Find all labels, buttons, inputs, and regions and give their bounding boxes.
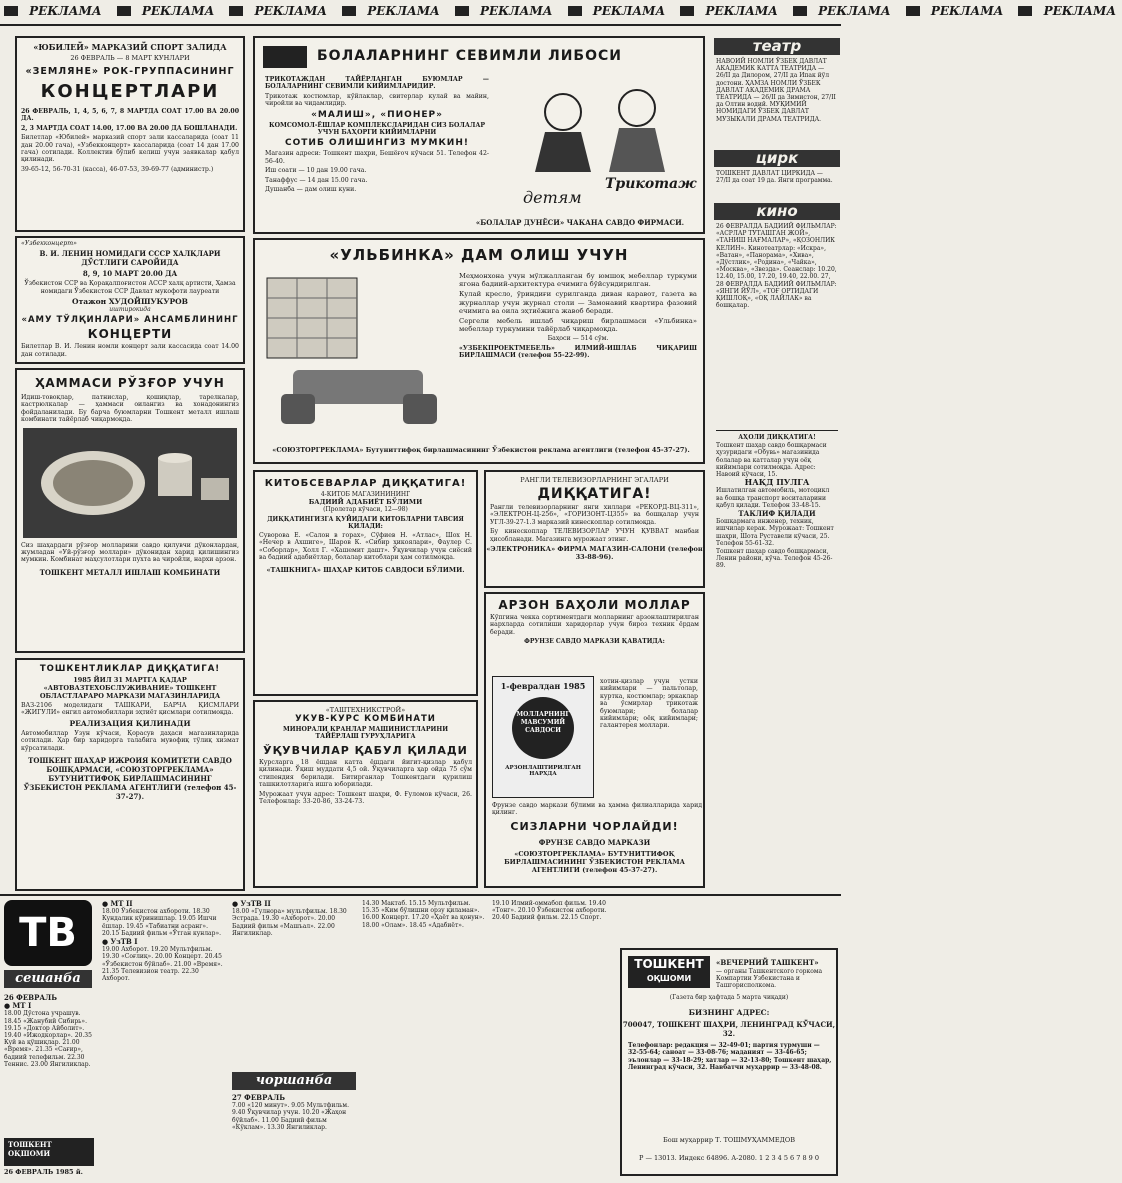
strip-word: РЕКЛАМА [705,4,778,18]
kitob-dept: БАДИИЙ АДАБИЁТ БЎЛИМИ [308,498,423,506]
notice1-body: Тошкент шаҳар савдо бошқармаси ҳузуридаги «Обувь» магазинида болалар ва катталар учун оёқ кийимлари сотилмоқда. Адрес: Навоий кўчаси, 15. [716,442,827,479]
tuesday-label: сешанба [4,970,92,988]
tv-title: ДИҚҚАТИГА! [537,486,652,502]
masthead-org: — органы Ташкентского горкома Компартии Узбекистана и Ташгорисполкома. [716,968,823,989]
tv-tubes-ad [484,470,705,588]
channel-2-heading: ● МТ II [102,899,133,908]
arzon-call: СИЗЛАРНИ ЧОРЛАЙДИ! [510,820,679,833]
strip-word: РЕКЛАМА [479,4,553,18]
advertisement-strip [0,0,1117,26]
ulbinka-title: «УЛЬБИНКА» ДАМ ОЛИШ УЧУН [329,246,629,264]
channel-4-heading: ● УзТВ II [232,899,271,908]
masthead-address-title: БИЗНИНГ АДРЕС: [688,1008,770,1017]
strip-marker [117,6,131,16]
kitob-body: Суворова Е. «Салон в горах», Сўфиев Н. «Атлас», Шох Н. «Нечер в Ахшиге», Шаров К. «Сибир ҳикоялари», Фаулер С. «Соборлар», Холл Г. «Хашемит дашт». Ўқувчилар учун сиёсий ва бадиий адабиётлар, болалар китоблари ҳам сотилмоқда. [259,532,472,562]
auto-sub: 1985 ЙИЛ 31 МАРТГА ҚАДАР «АВТОВАЗТЕХОБСЛУЖИВАНИЕ» ТОШКЕНТ ОБЛАСТЛАРАРО МАРКАЗИ МАГАЗИНЛАРИДА [39,676,221,700]
jubiley-line3: «ЗЕМЛЯНЕ» РОК-ГРУППАСИНИНГ [25,66,235,77]
bolalar-hours1: Иш соати — 10 дан 19.00 гача. [265,167,367,175]
channel-4-schedule: 18.00 «Гулнора» мультфильм. 18.30 Эстрада. 19.30 «Ахборот». 20.00 Бадиий фильм «Машъал». 22.00 Янгиликлар. [232,908,347,937]
channel-2-schedule: 18.00 Ўзбекистон ахбороти. 18.30 Кундалик кўринишлар. 19.05 Ишчи ёшлар. 19.45 «Табиатни асранг». 20.15 Бадиий фильм «Ўтган кунлар». [102,908,222,937]
bolalar-title: БОЛАЛАРНИНГ СЕВИМЛИ ЛИБОСИ [317,48,622,64]
child-body [609,128,665,172]
strip-word: РЕКЛАМА [367,4,440,18]
auto-body: ВАЗ-2106 моделидаги ТАШКАРИ, БАРЧА ҚИСМЛАРИ «ЖИГУЛИ» енгил автомобиллари эҳтиёт қисмлари сотилмоқда. [21,702,239,717]
cinema-heading: кино [714,203,840,220]
arzon-title: АРЗОН БАҲОЛИ МОЛЛАР [498,598,691,612]
childrens-clothing-ad [253,36,705,234]
uzbekconcert-ad [15,236,245,364]
tv-column-3 [232,900,356,1068]
sidebar-notices [716,430,838,892]
theatre-listing [716,58,838,144]
strip-marker [793,6,807,16]
notice3-title: ТАКЛИФ ҚИЛАДИ [738,509,816,519]
household-title: ҲАММАСИ РЎЗҒОР УЧУН [35,376,225,390]
child-body [535,132,591,172]
ulbinka-body2: Кулай кресло, ўриндиғи сурилганда диван каравот, газета ва журналлар учун журнал столи — Замонавий квартира фазовий ечимига ва оила эҳтиёжига жавоб беради. [459,290,697,315]
uzbekconcert-title: КОНЦЕРТИ [87,327,173,342]
strip-word: РЕКЛАМА [141,4,215,18]
masthead-address: 700047, ТОШКЕНТ ШАҲРИ, ЛЕНИНГРАД КЎЧАСИ, 32. [622,1020,836,1038]
strip-marker [906,6,920,16]
jubiley-title: КОНЦЕРТЛАРИ [40,81,220,102]
arzon-body: Кўпгина чекка сортиментдаги молларнинг арзонлаштирилган нархларда сотилиши харидорлар учун бироз техник ёрдам беради. [490,614,699,636]
strip-marker [455,6,469,16]
arzon-shop: ФРУНЗЕ САВДО МАРКАЗИ [538,838,651,847]
ulbinka-text [455,270,701,362]
strip-word: РЕКЛАМА [254,4,328,18]
kitob-addr: (Пролетар кўчаси, 12—98) [323,506,408,513]
paper-logo [4,1138,94,1166]
masthead-box [620,948,838,1176]
kursh-sub: МИНОРАЛИ КРАНЛАР МАШИНИСТЛАРИНИ ТАЙЁРЛАШ ГУРУҲЛАРИГА [282,726,449,740]
tv-column-1 [4,994,98,1134]
tv-shop: «ЭЛЕКТРОНИКА» ФИРМА МАГАЗИН-САЛОНИ (телефон 33-88-96). [486,545,703,562]
notice2-body: Ишлатилган автомобиль, мотоцикл ва бошқа транспорт воситаларини қабул қилади. Телефон 33-48-15. [716,487,830,509]
kursh-pre: «ТАШТЕХНИКСТРОЙ» [325,706,406,714]
theatre-body: НАВОИЙ НОМЛИ ЎЗБЕК ДАВЛАТ АКАДЕМИК КАТТА ТЕАТРИДА — 26/II да Дилором, 27/II да Ипак йўл достони. ҲАМЗА НОМЛИ ЎЗБЕК ДАВЛАТ АКАДЕМИК ДРАМА ТЕАТРИДА — 26/II да Зимистон, 27/II да Олтин водий. МУҚИМИЙ НОМИДАГИ ЎЗБЕК ДАВЛАТ МУЗЫКАЛИ ДРАМА ТЕАТРИДА. [716,58,836,123]
section-divider [0,894,841,896]
kursh-addr: Мурожаат учун адрес: Тошкент шаҳри, Ф. Ғуломов кўчаси, 26. Телефонлар: 33-20-86, 33-24-73. [259,790,472,806]
bolalar-dayoff: Душанба — дам олиш куни. [265,186,357,194]
discount-goods-ad [484,592,705,888]
child-head [545,94,581,130]
wednesday-schedule-3: 19.10 Илмий-оммабоп фильм. 19.40 «Тонг». 20.10 Ўзбекистон ахбороти. 20.40 Бадиий фильм. 22.15 Спорт. [492,900,607,922]
strip-word: РЕКЛАМА [818,4,891,18]
household-footer: ТОШКЕНТ МЕТАЛЛ ИШЛАШ КОМБИНАТИ [39,567,221,577]
masthead-note: (Газета бир ҳафтада 5 марта чиқади) [669,994,789,1001]
notice3-body: Бошқармага инженер, техник, ишчилар керак. Мурожаат: Тошкент шаҳри, Шота Руставели кўчаси, 25. Телефон 55-61-32. [716,518,834,547]
arzon-head: ФРУНЗЕ САВДО МАРКАЗИ ҚАВАТИДА: [524,638,665,646]
notice1-title: АҲОЛИ ДИҚҚАТИГА! [738,434,816,441]
bolalar-body2: Трикотаж костюмлар, кўйлаклар, свитерлар кулай ва майин, чиройли ва чидамлидир. [265,92,489,108]
crane-course-ad [253,700,478,888]
uzbekconcert-tickets: Билетлар В. И. Ленин номли концерт зали кассасида соат 14.00 дан сотилади. [21,343,239,358]
masthead-sub: ОҚШОМИ [646,974,692,983]
furniture-ad [253,238,705,464]
wednesday-schedule-1: 7.00 «120 минут». 9.05 Мультфильм. 9.40 Ўқувчилар учун. 10.20 «Жаҳон бўйлаб». 11.00 Бадиий фильм «Кўклам». 13.30 Янгиликлар. [232,1102,349,1131]
cinema-listing [716,223,838,423]
footer-date: 26 ФЕВРАЛЬ 1985 й. [4,1168,83,1176]
stamp-date: 1-февралдан 1985 [500,681,586,691]
bookstore-ad [253,470,478,696]
arzon-agent: «СОЮЗТОРГРЕКЛАМА» БУТУНИТТИФОҚ БИРЛАШМАСИНИНГ ЎЗБЕКИСТОН РЕКЛАМА АГЕНТЛИГИ (телефон 45-37-27). [504,850,685,874]
tv-column-4 [362,900,486,1174]
kursh-body: Курсларга 18 ёшдан катта ёшдаги йигит-қизлар қабул қилинади. Ўқиш муддати 4,5 ой. Ўқувчиларга ҳар ойда 75 сўм стипендия берилади. Битирганлар Тошкентдаги қурилиш ташкилотларига ишга юборилади. [259,759,472,789]
tray-inner [53,460,133,506]
circus-body: ТОШКЕНТ ДАВЛАТ ЦИРКИДА — 27/II да соат 19 да. Янги программа. [716,170,833,185]
jubiley-concert-ad [15,36,245,232]
stamp-line3: САВДОСИ [525,727,561,734]
tv-body2: Бу кинескоплар ТЕЛЕВИЗОРЛАР УЧУН ҚУВВАТ манбаи ҳисобланади. Магазинга мурожаат этинг. [490,528,699,543]
household-dishes-photo [23,428,237,538]
strip-word: РЕКЛАМА [1043,4,1117,18]
masthead-name: ТОШКЕНТ [634,957,704,971]
armchair-shape [403,394,437,424]
strip-marker [229,6,243,16]
masthead-editor: Бош муҳаррир Т. ТОШМУҲАММЕДОВ [663,1136,795,1144]
arzon-list: хотин-қизлар учун устки кийимлари — пальтолар, куртка, костюмлар; эркаклар ва ўсмирлар трикотаж буюмлари; болалар кийимлари; оёқ кийимлари; галантерея моллари. [600,678,698,730]
circus-listing [716,170,838,198]
masthead-indexes: Р — 13013. Индекс 64896. А-2080. 1 2 3 4 5 6 7 8 9 0 [639,1154,819,1162]
uzbekconcert-org: «Узбекконцерт» [21,240,77,247]
auto-footer: ТОШКЕНТ ШАҲАР ИЖРОИЯ КОМИТЕТИ САВДО БОШҚАРМАСИ, «СОЮЗТОРГРЕКЛАМА» БУТУНИТТИФОҚ БИРЛАШМАСИНИНГ ЎЗБЕКИСТОН РЕКЛАМА АГЕНТЛИГИ (телефон 45-37-27). [23,756,237,802]
ulbinka-body1: Меҳмонхона учун мўлжалланган бу юмшоқ мебеллар туркуми ягона бадиий-архитектура ечимига бўйсундирилган. [459,272,697,289]
tv-pre: РАНГЛИ ТЕЛЕВИЗОРЛАРНИНГ ЭГАЛАРИ [520,476,669,484]
jubiley-phones: 39-65-12, 56-70-31 (касса), 46-07-53, 39-69-77 (администр.) [21,165,214,173]
bolalar-addr: Магазин адреси: Тошкент шаҳри, Бешёғоч кўчаси 51. Телефон 42-56-40. [265,150,489,165]
notice-pulga: НАҚД ПУЛГА [744,477,810,488]
notice4-body: Тошкент шаҳар савдо бошқармаси, Ленин райони, кўча. Телефон 45-26-89. [716,548,833,570]
ulbinka-price: Баҳоси — 514 сўм. [547,335,609,343]
channel-3-schedule: 19.00 Ахборот. 19.20 Мультфильм. 19.30 «Соғлиқ». 20.00 Концерт. 20.45 «Ўзбекистон бўйлаб». 21.00 «Время». 21.35 Телевизион театр. 22.30 Ахборот. [102,946,223,983]
arzon-note: Фрунзе савдо маркази бўлими ва ҳамма филиалларида харид қилинг. [492,802,702,817]
jubiley-line2: 26 ФЕВРАЛЬ — 8 МАРТ КУНЛАРИ [70,54,190,62]
stamp-line4: АРЗОНЛАШТИРИЛГАН НАРХДА [505,765,581,777]
pot-lid [158,453,192,463]
strip-marker [1018,6,1032,16]
theatre-heading: театр [714,38,840,55]
auto-body2: Автомобиллар Узун кўчаси, Қорасув даҳаси магазинларида сотилади. Ҳар бир харидорга талабига мувофиқ тўлиқ хизмат кўрсатилади. [21,729,239,752]
uzbekconcert-ensemble: «АМУ ТЎЛҚИНЛАРИ» АНСАМБЛИНИНГ [21,315,239,326]
kitob-shop: 4-КИТОБ МАГАЗИНИНИНГ [320,491,411,498]
bolalar-body1: ТРИКОТАЖДАН ТАЙЁРЛАНГАН БУЮМЛАР — БОЛАЛАРНИНГ СЕВИМЛИ КИЙИМЛАРИДИР. [265,76,489,91]
tv-logo-icon: ТВ [4,900,92,966]
tuesday-date: 26 ФЕВРАЛЬ [4,993,58,1002]
masthead-phones: Телефонлар: редакция — 32-49-01; партия турмуши — 32-55-64; саноат — 33-08-76; маданият — 33-46-65; эълонлар — 33-18-29; хатлар — 32-13-80; Тошкент шаҳар, Ленинград кўчаси, 32. Навбатчи муҳаррир — 33-48-08. [628,1042,832,1072]
uzbekconcert-artist: Отажон ХУДОЙШУКУРОВ [72,297,188,307]
kitob-title: КИТОБСЕВАРЛАР ДИҚҚАТИГА! [264,478,467,489]
wednesday-date: 27 ФЕВРАЛЬ [232,1093,286,1102]
strip-word: РЕКЛАМА [930,4,1004,18]
auto-parts-ad [15,658,245,891]
masthead-slogan: «ВЕЧЕРНИЙ ТАШКЕНТ» [716,958,819,967]
bolalar-brands: «МАЛИШ», «ПИОНЕР» [311,109,443,120]
arzon-list-column [596,676,702,732]
kitob-footer: «ТАШКНИГА» ШАҲАР КИТОБ САВДОСИ БЎЛИМИ. [266,565,465,574]
tv-column-5 [492,900,616,1050]
household-body1: Идиш-товоқлар, патнислар, қошиқлар, тарелкалар, кастрюлкалар — ҳаммаси оилангиз ва хонадонингиз фойдаланилади. Бу барча буюмларни Тошкент металл ишлаш комбинати тайёрлаб чиқармоқда. [21,394,239,424]
bolalar-firm: «БОЛАЛАР ДУНЁСИ» ЧАКАНА САВДО ФИРМАСИ. [475,218,685,227]
channel-1-heading: ● МТ I [4,1001,32,1011]
masthead-logo [628,956,710,988]
pot-shape [158,458,192,496]
uzbekconcert-part: иштирокида [109,306,151,314]
tv-column-3b [232,1094,356,1174]
wednesday-label: чоршанба [232,1072,356,1090]
strip-marker [342,6,356,16]
uzbekconcert-line1: В. И. ЛЕНИН НОМИДАГИ СССР ХАЛҚЛАРИ ДЎСТЛИГИ САРОЙИДА [39,249,221,268]
jubiley-body1: 26 ФЕВРАЛЬ, 1, 4, 5, 6, 7, 8 МАРТДА СОАТ 17.00 ВА 20.00 ДА. [21,108,239,123]
logo-detyam: детям [523,188,582,207]
brand-logo-icon [263,46,307,68]
household-body2: Сиз шаҳардаги рўзғор молларини савдо қилувчи дўконлардан, жумладан «Уй-рўзғор моллари» дўконидан харид қилишингиз мумкин. Комбинат маҳсулотлари пухта ва чиройли, нархи арзон. [21,541,239,564]
channel-1-schedule: 18.00 Дўстона учрашув. 18.45 «Жанубий Сибирь». 19.15 «Доктор Айболит». 19.40 «Ижодкорлар». 20.35 Куй ва қўшиқлар. 21.00 «Время». 21.35 «Сағир», бадиий телефильм. 22.30 Теннис. 23.00 Янгиликлар. [4,1010,92,1068]
kino-body: 26 ФЕВРАЛДА БАДИИЙ ФИЛЬМЛАР: «АСРЛАР ТУТАШГАН ЖОЙ», «ТАНИШ НАҒМАЛАР», «ҚОЗОНЛИК КЕЛИН». Кинотеатрлар: «Искра», «Ватан», «Панорама», «Хива», «Дўстлик», «Родина», «Чайка», «Москва», «Звезда». Сеанслар: 10.20, 12.40, 15.00, 17.20, 19.40, 22.00. 27, 28 ФЕВРАЛДА БАДИИЙ ФИЛЬМЛАР: «ЯНГИ ЙЎЛ», «ТОҒ ОРТИДАГИ ҚИШЛОҚ», «ОҚ ЛАЙЛАК» ва бошқалар. [716,223,837,310]
dishes-illustration [23,428,239,538]
jubiley-body3: Билетлар «Юбилей» марказий спорт зали кассаларида (соат 11 дан 20.00 гача), «Узбекконцерт» кассаларида (соат 14 дан 17.00 гача) сотилади. Коллектив бўлиб келиш учун заявкалар қабул қилинади. [21,134,239,164]
paper-logo-sub: ОҚШОМИ [8,1149,51,1158]
stamp-circle [512,697,574,759]
tv-column-2 [102,900,226,1174]
stamp-line2: МАВСУМИЙ [520,719,566,726]
strip-word: РЕКЛАМА [592,4,666,18]
bolalar-hours2: Танаффус — 14 дан 15.00 гача. [265,176,368,184]
strip-marker [568,6,582,16]
ulbinka-maker: «УЗБЕКПРОЕКТМЕБЕЛЬ» ИЛМИЙ-ИШЛАБ ЧИҚАРИШ БИРЛАШМАСИ (телефон 55-22-99). [459,344,697,360]
strip-word: РЕКЛАМА [29,4,102,18]
logo-trikotazh: Трикотаж [605,176,697,192]
channel-3-heading: ● УзТВ I [102,937,138,947]
bolalar-body3: КОМСОМОЛ-ЁШЛАР КОМПЛЕКСЛАРИДАН СИЗ БОЛАЛАР УЧУН БАҲОРГИ КИЙИМЛАРНИ [268,121,486,137]
household-goods-ad [15,368,245,653]
auto-title: ТОШКЕНТЛИКЛАР ДИҚҚАТИГА! [39,664,221,674]
pan-shape [201,478,229,500]
strip-marker [680,6,694,16]
kursh-org: УКУВ-КУРС КОМБИНАТИ [295,714,436,724]
uzbekconcert-line2: 8, 9, 10 МАРТ 20.00 ДА [82,269,178,279]
bolalar-text-column [261,74,493,195]
uzbekconcert-body: Ўзбекистон ССР ва Қорақалпоғистон АССР халқ артисти, Ҳамза номидаги Ўзбекистон ССР Давлат мукофоти лауреати [24,280,236,295]
circus-heading: цирк [714,150,840,167]
jubiley-line1: «ЮБИЛЕЙ» МАРКАЗИЙ СПОРТ ЗАЛИДА [33,42,227,52]
stamp-line1: МОЛЛАРНИНГ [516,711,570,718]
child-head [619,90,655,126]
kitob-head: ДИҚҚАТИНГИЗГА ҚУЙИДАГИ КИТОБЛАРНИ ТАВСИЯ ҚИЛАДИ: [267,516,464,530]
bolalar-sale: СОТИБ ОЛИШИНГИЗ МУМКИН! [285,138,469,149]
ulbinka-footer: «СОЮЗТОРГРЕКЛАМА» Бутуниттифоқ бирлашмасининг Ўзбекистон реклама агентлиги (телефон 45-37-27). [272,446,690,454]
auto-label: РЕАЛИЗАЦИЯ ҚИЛИНАДИ [69,718,191,728]
furniture-illustration [263,274,449,440]
paper-logo-title: ТОШКЕНТ [8,1140,52,1149]
tv-body: Рангли телевизорларнинг янги хиллари «РЕКОРД-ВЦ-311», «ЭЛЕКТРОН-Ц-256», «ГОРИЗОНТ-Ц355» ва бошқалар учун УГЛ-39-27-1.3 марказий кинескоплар сотилмоқда. [490,504,699,526]
strip-marker [4,6,18,16]
armchair-shape [281,394,315,424]
kursh-title: ЎҚУВЧИЛАР ҚАБУЛ ҚИЛАДИ [263,744,468,757]
jubiley-body2: 2, 3 МАРТДА СОАТ 14.00, 17.00 ВА 20.00 ДА БОШЛАНАДИ. [21,124,238,132]
wednesday-schedule-2: 14.30 Мактаб. 15.15 Мультфильм. 15.35 «Ким бўлишни орзу қиламан». 16.00 Концерт. 17.20 «Ҳаёт ва қонун». 18.00 «Олам». 18.45 «Адабиёт». [362,900,485,929]
ulbinka-body3: Сергели мебель ишлаб чиқариш бирлашмаси «Ульбинка» мебеллар туркумини тайёрлаб чиқармоқда. [459,317,697,334]
seasonal-sale-stamp [492,676,594,798]
